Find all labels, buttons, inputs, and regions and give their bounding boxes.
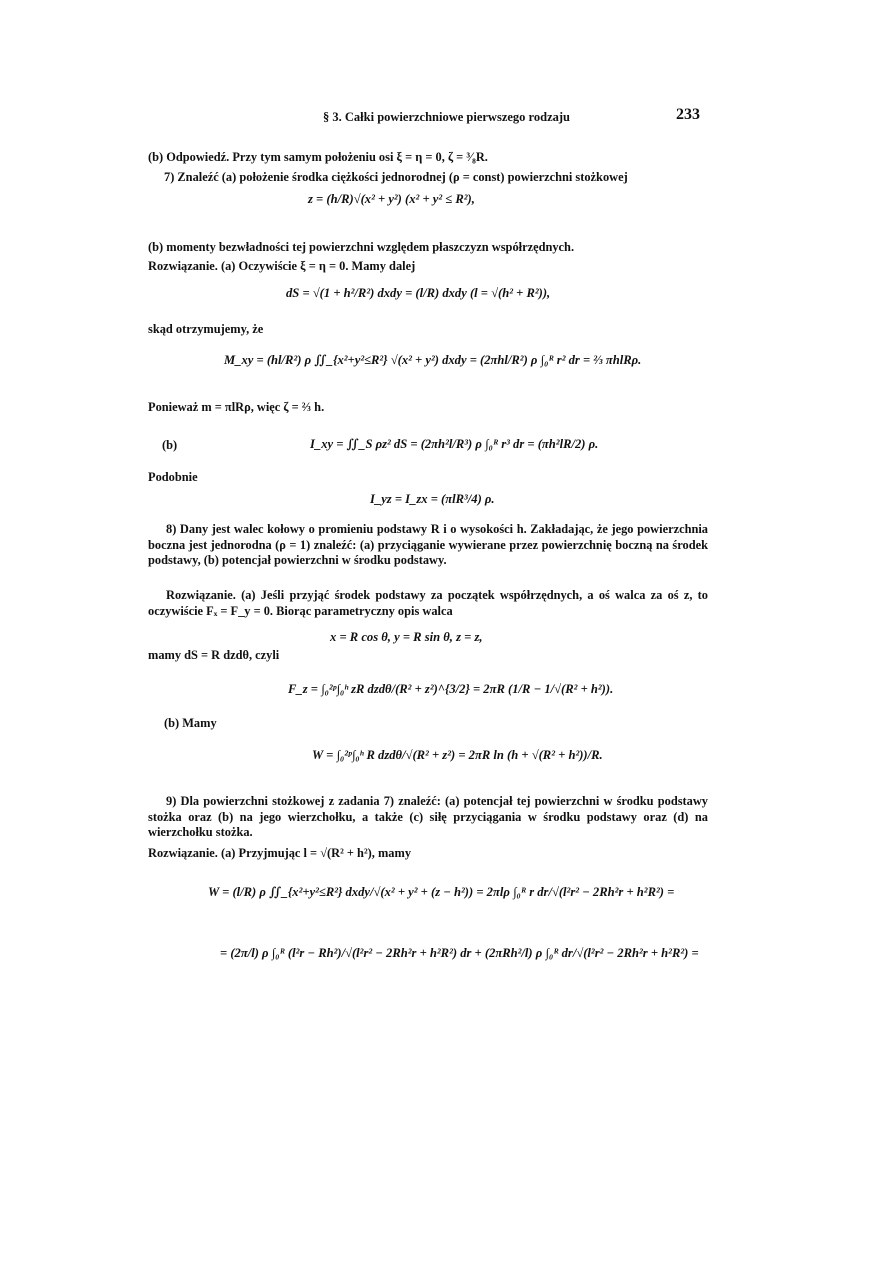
equation-moment-of-inertia-xy bbox=[310, 436, 598, 452]
equation-text: dS = √(1 + h²/R²) dxdy = (l/R) dxdy (l = √(h² + R²)), bbox=[286, 286, 551, 300]
equation-text: M_xy = (hl/R²) ρ ∬_{x²+y²≤R²} √(x² + y²) dxdy = (2πhl/R²) ρ ∫₀ᴿ r² dr = ⅔ πhlRρ. bbox=[224, 353, 642, 367]
problem-9-statement: 9) Dla powierzchni stożkowej z zadania 7) znaleźć: (a) potencjał tej powierzchni w środku podstawy stożka oraz (b) na jego wierzchołku, a także (c) siłę przyciągania w środku podstawy oraz (d) na wierzchołku stożka. bbox=[148, 794, 708, 839]
equation-text: F_z = ∫₀²ᵖ∫₀ʰ zR dzdθ/(R² + z²)^{3/2} = 2πR (1/R − 1/√(R² + h²)). bbox=[288, 682, 614, 696]
equation-cylinder-parametrization bbox=[330, 630, 483, 645]
equation-text: I_xy = ∬_S ρz² dS = (2πh²l/R³) ρ ∫₀ᴿ r³ dr = (πh²lR/2) ρ. bbox=[310, 437, 599, 451]
equation-moment-of-inertia-yz bbox=[370, 492, 495, 507]
running-header: § 3. Całki powierzchniowe pierwszego rodzaju bbox=[323, 110, 570, 124]
solution-9-intro: Rozwiązanie. (a) Przyjmując l = √(R² + h²), mamy bbox=[148, 846, 412, 860]
equation-text: W = (l/R) ρ ∬_{x²+y²≤R²} dxdy/√(x² + y² + (z − h²)) = 2πlρ ∫₀ᴿ r dr/√(l²r² − 2Rh²r + h²R²) = bbox=[208, 885, 675, 899]
equation-attraction-force bbox=[288, 682, 613, 697]
equation-text: z = (h/R)√(x² + y²) (x² + y² ≤ R²), bbox=[308, 192, 475, 206]
solution-8-intro: Rozwiązanie. (a) Jeśli przyjąć środek podstawy za początek współrzędnych, a oś walca za oś z, to oczywiście Fₓ = F_y = 0. Biorąc parametryczny opis walca bbox=[148, 588, 708, 618]
text-similarly: Podobnie bbox=[148, 470, 198, 484]
equation-cone-potential-1 bbox=[208, 884, 674, 900]
equation-surface-element bbox=[286, 286, 550, 301]
equation-text: I_yz = I_zx = (πlR³/4) ρ. bbox=[370, 492, 495, 506]
equation-cone-surface bbox=[308, 192, 475, 207]
text-we-have-ds: mamy dS = R dzdθ, czyli bbox=[148, 648, 280, 662]
equation-text: W = ∫₀²ᵖ∫₀ʰ R dzdθ/√(R² + z²) = 2πR ln (h + √(R² + h²))/R. bbox=[312, 748, 603, 762]
equation-text: = (2π/l) ρ ∫₀ᴿ (l²r − Rh²)/√(l²r² − 2Rh²r + h²R²) dr + (2πRh²/l) ρ ∫₀ᴿ dr/√(l²r² − 2Rh²r + h²R²) = bbox=[220, 946, 699, 960]
problem-8-statement: 8) Dany jest walec kołowy o promieniu podstawy R i o wysokości h. Zakładając, że jego powierzchnia boczna jest jednorodna (ρ = 1) znaleźć: (a) przyciąganie wywierane przez powierzchnię boczną na środek podstawy, (b) potencjał powierzchni w środku podstawy. bbox=[148, 522, 708, 567]
equation-static-moment bbox=[224, 352, 641, 368]
solution-7-intro: Rozwiązanie. (a) Oczywiście ξ = η = 0. Mamy dalej bbox=[148, 259, 416, 273]
page-number: 233 bbox=[676, 106, 700, 123]
equation-cone-potential-2 bbox=[220, 946, 699, 961]
text-hence: skąd otrzymujemy, że bbox=[148, 322, 264, 336]
equation-text: x = R cos θ, y = R sin θ, z = z, bbox=[330, 630, 483, 644]
problem-7-part-b: (b) momenty bezwładności tej powierzchni względem płaszczyzn współrzędnych. bbox=[148, 240, 575, 254]
text-b-we-have: (b) Mamy bbox=[164, 716, 217, 730]
text-since-mass: Ponieważ m = πlRρ, więc ζ = ⅔ h. bbox=[148, 400, 325, 414]
label-b: (b) bbox=[162, 438, 178, 452]
problem-7-statement: 7) Znaleźć (a) położenie środka ciężkości jednorodnej (ρ = const) powierzchni stożkowej bbox=[164, 170, 628, 184]
answer-line: (b) Odpowiedź. Przy tym samym położeniu osi ξ = η = 0, ζ = ³⁄₈R. bbox=[148, 150, 488, 164]
equation-cylinder-potential bbox=[312, 748, 603, 763]
